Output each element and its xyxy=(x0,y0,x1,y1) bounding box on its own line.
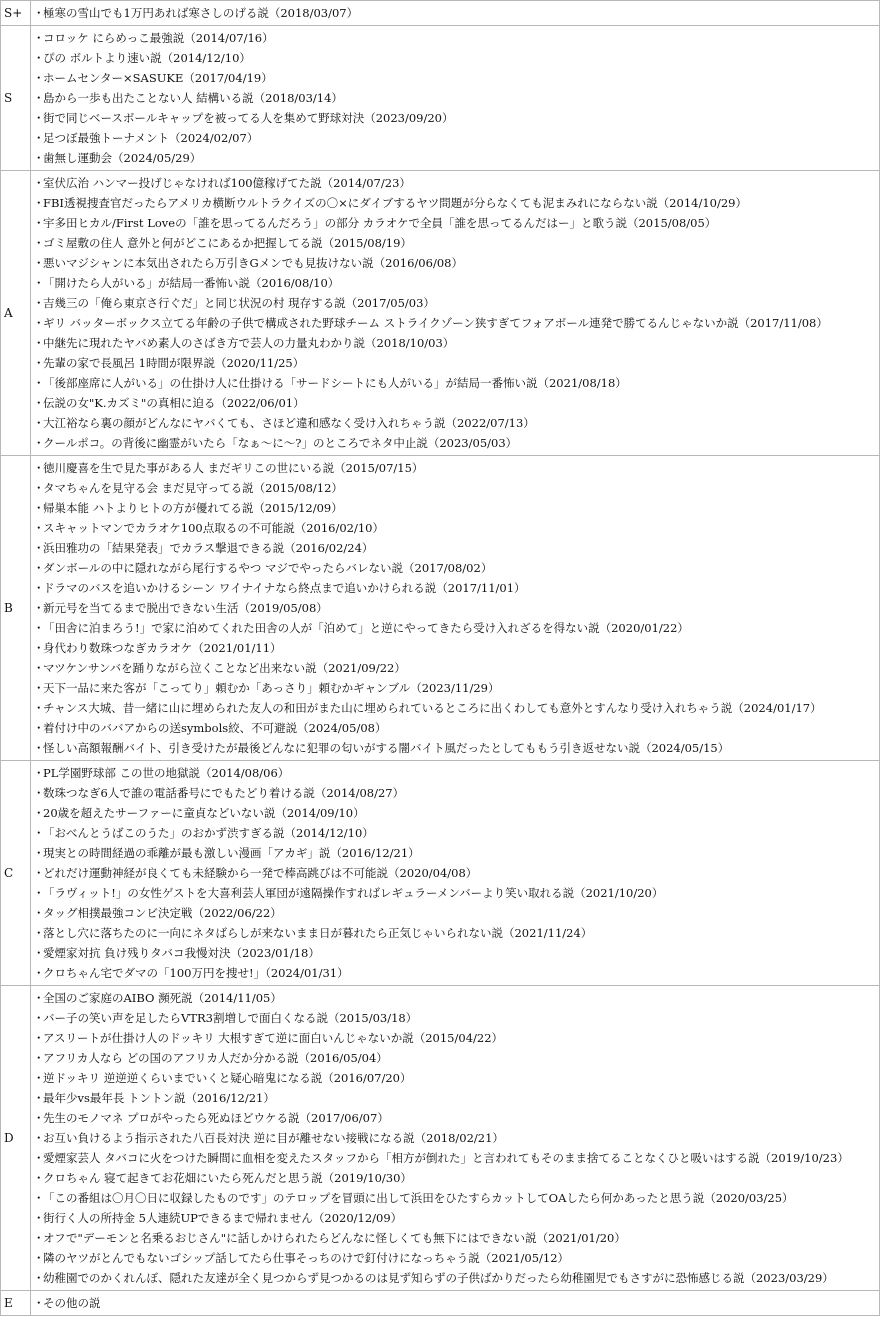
list-item-text: 新元号を当てるまで脱出できない生活（2019/05/08） xyxy=(43,601,328,615)
list-item xyxy=(33,1128,879,1148)
bullet-icon: ・ xyxy=(33,1011,45,1025)
list-item xyxy=(33,1188,879,1208)
list-item xyxy=(33,393,879,413)
list-item xyxy=(33,803,879,823)
list-item-text: 歯無し運動会（2024/05/29） xyxy=(43,151,202,165)
bullet-icon: ・ xyxy=(33,151,45,165)
list-item xyxy=(33,173,879,193)
list-item-text: 怪しい高額報酬バイト、引き受けたが最後どんなに犯罪の匂いがする闇バイト風だったとしてももう引き返せない説（2024/05/15） xyxy=(43,741,730,755)
bullet-icon: ・ xyxy=(33,681,45,695)
list-item xyxy=(33,68,879,88)
list-item xyxy=(33,1293,879,1313)
list-item xyxy=(33,903,879,923)
bullet-icon: ・ xyxy=(33,721,45,735)
bullet-icon: ・ xyxy=(33,376,45,390)
tier-items-cell xyxy=(31,761,880,986)
list-item-text: 愛煙家芸人 タバコに火をつけた瞬間に血相を変えたスタッフから「相方が倒れた」と言われてもそのまま捨てることなくひと吸いはする説（2019/10/23） xyxy=(43,1151,849,1165)
bullet-icon: ・ xyxy=(33,806,45,820)
tier-rank-label: S xyxy=(1,26,31,171)
list-item xyxy=(33,963,879,983)
list-item xyxy=(33,1008,879,1028)
list-item xyxy=(33,538,879,558)
bullet-icon: ・ xyxy=(33,196,45,210)
list-item xyxy=(33,843,879,863)
list-item-text: 帰巣本能 ハトよりヒトの方が優れてる説（2015/12/09） xyxy=(43,501,343,515)
tier-row xyxy=(1,171,880,456)
list-item-text: 「ラヴィット!」の女性ゲストを大喜利芸人軍団が遠隔操作すればレギュラーメンバーより笑い取れる説（2021/10/20） xyxy=(43,886,664,900)
bullet-icon: ・ xyxy=(33,1271,45,1285)
bullet-icon: ・ xyxy=(33,766,45,780)
list-item xyxy=(33,783,879,803)
list-item-text: 足つぼ最強トーナメント（2024/02/07） xyxy=(43,131,259,145)
list-item-text: 悪いマジシャンに本気出されたら万引きGメンでも見抜けない説（2016/06/08） xyxy=(43,256,463,270)
bullet-icon: ・ xyxy=(33,1131,45,1145)
bullet-icon: ・ xyxy=(33,1111,45,1125)
list-item xyxy=(33,718,879,738)
list-item-text: ダンボールの中に隠れながら尾行するやつ マジでやったらバレない説（2017/08/02） xyxy=(43,561,493,575)
list-item xyxy=(33,618,879,638)
bullet-icon: ・ xyxy=(33,621,45,635)
bullet-icon: ・ xyxy=(33,741,45,755)
list-item xyxy=(33,923,879,943)
bullet-icon: ・ xyxy=(33,256,45,270)
list-item xyxy=(33,213,879,233)
list-item-text: 浜田雅功の「結果発表」でカラス撃退できる説（2016/02/24） xyxy=(43,541,374,555)
bullet-icon: ・ xyxy=(33,396,45,410)
list-item-text: クロちゃん宅でダマの「100万円を捜せ!」（2024/01/31） xyxy=(43,966,349,980)
list-item-text: 逆ドッキリ 逆逆逆くらいまでいくと疑心暗鬼になる説（2016/07/20） xyxy=(43,1071,412,1085)
bullet-icon: ・ xyxy=(33,236,45,250)
list-item-text: 「おべんとうばこのうた」のおかず渋すぎる説（2014/12/10） xyxy=(43,826,374,840)
list-item-text: スキャットマンでカラオケ100点取るの不可能説（2016/02/10） xyxy=(43,521,384,535)
list-item-text: ゴミ屋敷の住人 意外と何がどこにあるか把握してる説（2015/08/19） xyxy=(43,236,412,250)
tier-rank-label: E xyxy=(1,1291,31,1316)
list-item-text: 天下一品に来た客が「こってり」頼むか「あっさり」頼むかギャンブル（2023/11/29） xyxy=(43,681,500,695)
list-item-text: その他の説 xyxy=(43,1296,101,1310)
bullet-icon: ・ xyxy=(33,436,45,450)
bullet-icon: ・ xyxy=(33,581,45,595)
bullet-icon: ・ xyxy=(33,946,45,960)
tier-row xyxy=(1,761,880,986)
list-item xyxy=(33,1268,879,1288)
bullet-icon: ・ xyxy=(33,966,45,980)
list-item xyxy=(33,233,879,253)
list-item-text: マツケンサンバを踊りながら泣くことなど出来ない説（2021/09/22） xyxy=(43,661,406,675)
list-item-text: PL学園野球部 この世の地獄説（2014/08/06） xyxy=(43,766,290,780)
tier-rank-label: B xyxy=(1,456,31,761)
list-item xyxy=(33,638,879,658)
list-item-text: FBI透視捜査官だったらアメリカ横断ウルトラクイズの〇×にダイブするヤツ問題が分らなくても泥まみれにならない説（2014/10/29） xyxy=(43,196,747,210)
list-item-text: 「後部座席に人がいる」の仕掛け人に仕掛ける「サードシートにも人がいる」が結局一番怖い説（2021/08/18） xyxy=(43,376,627,390)
bullet-icon: ・ xyxy=(33,31,45,45)
bullet-icon: ・ xyxy=(33,786,45,800)
list-item-text: タマちゃんを見守る会 まだ見守ってる説（2015/08/12） xyxy=(43,481,343,495)
tier-row xyxy=(1,1,880,26)
bullet-icon: ・ xyxy=(33,1296,45,1310)
list-item-text: 大江裕なら裏の顔がどんなにヤバくても、さほど違和感なく受け入れちゃう説（2022/07/13） xyxy=(43,416,535,430)
list-item-text: タッグ相撲最強コンビ決定戦（2022/06/22） xyxy=(43,906,282,920)
tier-list-body xyxy=(1,1,880,1316)
bullet-icon: ・ xyxy=(33,1071,45,1085)
bullet-icon: ・ xyxy=(33,296,45,310)
list-item-text: 室伏広治 ハンマー投げじゃなければ100億稼げてた説（2014/07/23） xyxy=(43,176,411,190)
list-item-text: クールポコ。の背後に幽霊がいたら「なぁ～に～?」のところでネタ中止説（2023/05/03） xyxy=(43,436,518,450)
bullet-icon: ・ xyxy=(33,641,45,655)
list-item xyxy=(33,823,879,843)
tier-row xyxy=(1,456,880,761)
bullet-icon: ・ xyxy=(33,416,45,430)
bullet-icon: ・ xyxy=(33,1211,45,1225)
bullet-icon: ・ xyxy=(33,561,45,575)
bullet-icon: ・ xyxy=(33,661,45,675)
list-item xyxy=(33,1028,879,1048)
list-item-text: 先生のモノマネ プロがやったら死ぬほどウケる説（2017/06/07） xyxy=(43,1111,389,1125)
bullet-icon: ・ xyxy=(33,991,45,1005)
tier-items-cell xyxy=(31,1,880,26)
list-item xyxy=(33,313,879,333)
list-item xyxy=(33,1068,879,1088)
list-item-text: ホームセンター×SASUKE（2017/04/19） xyxy=(43,71,273,85)
list-item-text: 先輩の家で長風呂 1時間が限界説（2020/11/25） xyxy=(43,356,305,370)
bullet-icon: ・ xyxy=(33,866,45,880)
list-item xyxy=(33,1228,879,1248)
list-item-text: アスリートが仕掛け人のドッキリ 大根すぎて逆に面白いんじゃないか説（2015/04/22） xyxy=(43,1031,504,1045)
list-item-text: 全国のご家庭のAIBO 瀕死説（2014/11/05） xyxy=(43,991,282,1005)
list-item-text: 街で同じベースボールキャップを被ってる人を集めて野球対決（2023/09/20） xyxy=(43,111,454,125)
tier-items-cell xyxy=(31,171,880,456)
bullet-icon: ・ xyxy=(33,1151,45,1165)
list-item xyxy=(33,28,879,48)
list-item xyxy=(33,48,879,68)
list-item xyxy=(33,863,879,883)
list-item xyxy=(33,498,879,518)
bullet-icon: ・ xyxy=(33,1191,45,1205)
list-item xyxy=(33,293,879,313)
bullet-icon: ・ xyxy=(33,336,45,350)
list-item xyxy=(33,193,879,213)
bullet-icon: ・ xyxy=(33,601,45,615)
tier-rank-label: S+ xyxy=(1,1,31,26)
list-item-text: ぴの ボルトより速い説（2014/12/10） xyxy=(43,51,251,65)
list-item xyxy=(33,3,879,23)
bullet-icon: ・ xyxy=(33,276,45,290)
list-item xyxy=(33,253,879,273)
bullet-icon: ・ xyxy=(33,701,45,715)
bullet-icon: ・ xyxy=(33,906,45,920)
list-item xyxy=(33,128,879,148)
list-item xyxy=(33,598,879,618)
list-item-text: 宇多田ヒカル/First Loveの「誰を思ってるんだろう」の部分 カラオケで全員「誰を思ってるんだはー」と歌う説（2015/08/05） xyxy=(43,216,717,230)
tier-row xyxy=(1,1291,880,1316)
bullet-icon: ・ xyxy=(33,1171,45,1185)
list-item-text: 吉幾三の「俺ら東京さ行ぐだ」と同じ状況の村 現存する説（2017/05/03） xyxy=(43,296,435,310)
bullet-icon: ・ xyxy=(33,1251,45,1265)
tier-row xyxy=(1,26,880,171)
list-item xyxy=(33,698,879,718)
bullet-icon: ・ xyxy=(33,1231,45,1245)
bullet-icon: ・ xyxy=(33,521,45,535)
list-item-text: コロッケ にらめっこ最強説（2014/07/16） xyxy=(43,31,274,45)
bullet-icon: ・ xyxy=(33,846,45,860)
list-item-text: 現実との時間経過の乖離が最も激しい漫画「アカギ」説（2016/12/21） xyxy=(43,846,420,860)
bullet-icon: ・ xyxy=(33,131,45,145)
list-item-text: 伝説の女"K.カズミ"の真相に迫る（2022/06/01） xyxy=(43,396,305,410)
list-item xyxy=(33,1208,879,1228)
list-item xyxy=(33,1148,879,1168)
list-item xyxy=(33,433,879,453)
bullet-icon: ・ xyxy=(33,826,45,840)
list-item-text: チャンス大城、昔一緒に山に埋められた友人の和田がまた山に埋められているところに出くわしても意外とすんなり受け入れちゃう説（2024/01/17） xyxy=(43,701,822,715)
bullet-icon: ・ xyxy=(33,1091,45,1105)
tier-rank-label: A xyxy=(1,171,31,456)
list-item xyxy=(33,738,879,758)
list-item xyxy=(33,578,879,598)
list-item-text: 街行く人の所持金 5人連続UPできるまで帰れません（2020/12/09） xyxy=(43,1211,403,1225)
bullet-icon: ・ xyxy=(33,461,45,475)
bullet-icon: ・ xyxy=(33,926,45,940)
list-item-text: ドラマのバスを追いかけるシーン ワイナイナなら終点まで追いかけられる説（2017/11/01） xyxy=(43,581,526,595)
list-item-text: 身代わり数珠つなぎカラオケ（2021/01/11） xyxy=(43,641,282,655)
list-item-text: アフリカ人なら どの国のアフリカ人だか分かる説（2016/05/04） xyxy=(43,1051,388,1065)
list-item xyxy=(33,1168,879,1188)
list-item xyxy=(33,458,879,478)
list-item-text: 最年少vs最年長 トントン説（2016/12/21） xyxy=(43,1091,275,1105)
list-item xyxy=(33,943,879,963)
bullet-icon: ・ xyxy=(33,111,45,125)
list-item-text: 隣のヤツがとんでもないゴシップ話してたら仕事そっちのけで釘付けになっちゃう説（2021/05/12） xyxy=(43,1251,570,1265)
list-item xyxy=(33,1248,879,1268)
list-item-text: 「開けたら人がいる」が結局一番怖い説（2016/08/10） xyxy=(43,276,340,290)
list-item-text: どれだけ運動神経が良くても未経験から一発で棒高跳びは不可能説（2020/04/08） xyxy=(43,866,478,880)
list-item xyxy=(33,1048,879,1068)
list-item-text: ギリ バッターボックス立てる年齢の子供で構成された野球チーム ストライクゾーン狭すぎてフォアボール連発で勝てるんじゃないか説（2017/11/08） xyxy=(43,316,828,330)
bullet-icon: ・ xyxy=(33,1051,45,1065)
list-item xyxy=(33,658,879,678)
list-item-text: 愛煙家対抗 負け残りタバコ我慢対決（2023/01/18） xyxy=(43,946,320,960)
bullet-icon: ・ xyxy=(33,316,45,330)
tier-items-cell xyxy=(31,986,880,1291)
list-item xyxy=(33,678,879,698)
bullet-icon: ・ xyxy=(33,216,45,230)
bullet-icon: ・ xyxy=(33,356,45,370)
list-item xyxy=(33,518,879,538)
tier-rank-label: D xyxy=(1,986,31,1291)
bullet-icon: ・ xyxy=(33,51,45,65)
bullet-icon: ・ xyxy=(33,71,45,85)
bullet-icon: ・ xyxy=(33,481,45,495)
tier-rank-label: C xyxy=(1,761,31,986)
list-item-text: 「この番組は〇月〇日に収録したものです」のテロップを冒頭に出して浜田をひたすらカットしてOAしたら何かあったと思う説（2020/03/25） xyxy=(43,1191,794,1205)
bullet-icon: ・ xyxy=(33,541,45,555)
bullet-icon: ・ xyxy=(33,176,45,190)
list-item-text: 徳川慶喜を生で見た事がある人 まだギリこの世にいる説（2015/07/15） xyxy=(43,461,424,475)
list-item-text: 数珠つなぎ6人で誰の電話番号にでもたどり着ける説（2014/08/27） xyxy=(43,786,405,800)
list-item xyxy=(33,1088,879,1108)
list-item xyxy=(33,273,879,293)
list-item xyxy=(33,333,879,353)
list-item-text: クロちゃん 寝て起きてお花畑にいたら死んだと思う説（2019/10/30） xyxy=(43,1171,412,1185)
list-item xyxy=(33,763,879,783)
list-item-text: 中継先に現れたヤバめ素人のさばき方で芸人の力量丸わかり説（2018/10/03） xyxy=(43,336,455,350)
list-item-text: 「田舎に泊まろう!」で家に泊めてくれた田舎の人が「泊めて」と逆にやってきたら受け入れざるを得ない説（2020/01/22） xyxy=(43,621,689,635)
list-item-text: お互い負けるよう指示された八百長対決 逆に目が離せない接戦になる説（2018/02/21） xyxy=(43,1131,504,1145)
list-item-text: 極寒の雪山でも1万円あれば寒さしのげる説（2018/03/07） xyxy=(43,6,359,20)
list-item-text: 20歳を超えたサーファーに童貞などいない説（2014/09/10） xyxy=(43,806,365,820)
bullet-icon: ・ xyxy=(33,501,45,515)
bullet-icon: ・ xyxy=(33,91,45,105)
tier-row xyxy=(1,986,880,1291)
list-item xyxy=(33,88,879,108)
list-item-text: 落とし穴に落ちたのに一向にネタばらしが来ないまま日が暮れたら正気じゃいられない説（2021/11/24） xyxy=(43,926,593,940)
list-item xyxy=(33,373,879,393)
list-item xyxy=(33,1108,879,1128)
list-item xyxy=(33,108,879,128)
tier-items-cell xyxy=(31,456,880,761)
bullet-icon: ・ xyxy=(33,1031,45,1045)
list-item xyxy=(33,558,879,578)
list-item xyxy=(33,353,879,373)
list-item xyxy=(33,148,879,168)
list-item-text: オフで"デーモンと名乗るおじさん"に話しかけられたらどんなに怪しくても無下にはできない説（2021/01/20） xyxy=(43,1231,626,1245)
list-item xyxy=(33,883,879,903)
list-item-text: バー子の笑い声を足したらVTR3割増しで面白くなる説（2015/03/18） xyxy=(43,1011,418,1025)
list-item xyxy=(33,413,879,433)
list-item-text: 着付け中のババアからの送symbols絞、不可避説（2024/05/08） xyxy=(43,721,387,735)
list-item-text: 島から一歩も出たことない人 結構いる説（2018/03/14） xyxy=(43,91,343,105)
tier-items-cell xyxy=(31,1291,880,1316)
list-item xyxy=(33,988,879,1008)
bullet-icon: ・ xyxy=(33,886,45,900)
tier-items-cell xyxy=(31,26,880,171)
list-item-text: 幼稚園でのかくれんぼ、隠れた友達が全く見つからず見つかるのは見ず知らずの子供ばかりだったら幼稚園児でもさすがに恐怖感じる説（2023/03/29） xyxy=(43,1271,834,1285)
bullet-icon: ・ xyxy=(33,6,45,20)
list-item xyxy=(33,478,879,498)
